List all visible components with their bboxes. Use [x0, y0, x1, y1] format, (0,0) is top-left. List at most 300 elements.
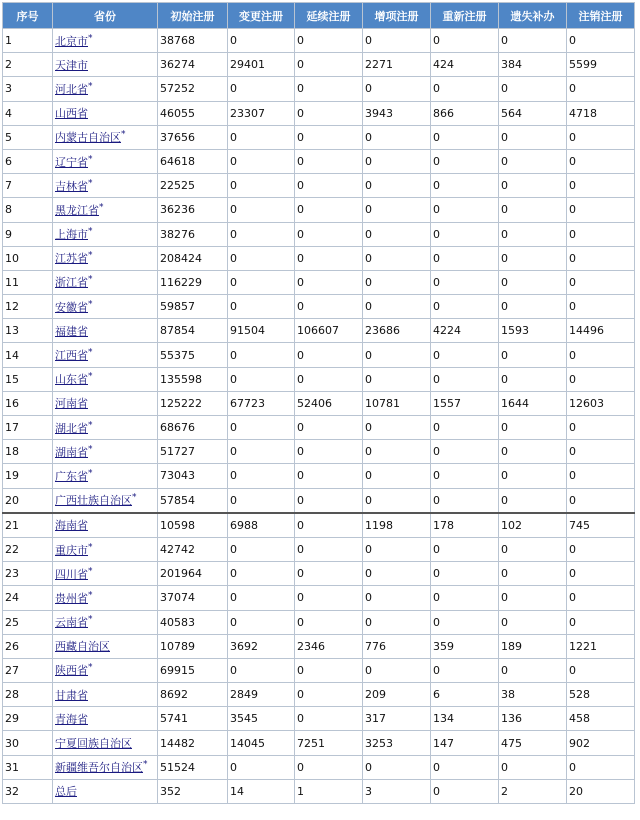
row-number: 17: [3, 416, 53, 440]
value-cell: 0: [431, 367, 499, 391]
province-cell: [53, 246, 158, 270]
value-cell: 0: [499, 755, 567, 779]
table-row: [3, 53, 635, 77]
province-cell: [53, 440, 158, 464]
table-row: [3, 174, 635, 198]
row-number: 30: [3, 731, 53, 755]
value-cell: 0: [363, 416, 431, 440]
province-link[interactable]: 山东省: [55, 373, 88, 387]
value-cell: 0: [431, 343, 499, 367]
province-cell: [53, 53, 158, 77]
star-mark: *: [121, 129, 126, 140]
province-cell: [53, 29, 158, 53]
value-cell: 38: [499, 683, 567, 707]
registration-table-container: [2, 2, 635, 804]
province-cell: [53, 367, 158, 391]
value-cell: 0: [295, 464, 363, 488]
value-cell: 14482: [158, 731, 228, 755]
province-cell: [53, 779, 158, 803]
province-cell: [53, 488, 158, 513]
star-mark: *: [143, 759, 148, 770]
value-cell: 0: [499, 537, 567, 561]
value-cell: 178: [431, 513, 499, 538]
value-cell: 0: [228, 464, 295, 488]
value-cell: 0: [228, 586, 295, 610]
value-cell: 20: [567, 779, 635, 803]
value-cell: 0: [228, 246, 295, 270]
value-cell: 0: [228, 222, 295, 246]
value-cell: 0: [295, 149, 363, 173]
value-cell: 745: [567, 513, 635, 538]
value-cell: 0: [295, 198, 363, 222]
star-mark: *: [88, 274, 93, 285]
table-row: [3, 29, 635, 53]
row-number: 4: [3, 101, 53, 125]
value-cell: 2271: [363, 53, 431, 77]
value-cell: 0: [295, 125, 363, 149]
value-cell: 0: [499, 416, 567, 440]
value-cell: 10598: [158, 513, 228, 538]
value-cell: 14045: [228, 731, 295, 755]
value-cell: 0: [431, 149, 499, 173]
value-cell: 0: [228, 610, 295, 634]
value-cell: 0: [567, 658, 635, 682]
province-link[interactable]: 总后: [55, 785, 77, 799]
value-cell: 0: [363, 149, 431, 173]
value-cell: 0: [567, 537, 635, 561]
star-mark: *: [88, 81, 93, 92]
value-cell: 0: [295, 53, 363, 77]
province-cell: [53, 634, 158, 658]
value-cell: 0: [499, 586, 567, 610]
table-row: [3, 149, 635, 173]
value-cell: 0: [295, 343, 363, 367]
value-cell: 0: [499, 658, 567, 682]
value-cell: 0: [228, 295, 295, 319]
value-cell: 352: [158, 779, 228, 803]
row-number: 16: [3, 391, 53, 415]
value-cell: 458: [567, 707, 635, 731]
table-row: [3, 440, 635, 464]
value-cell: 0: [567, 440, 635, 464]
province-link[interactable]: 吉林省: [55, 179, 88, 193]
value-cell: 0: [431, 125, 499, 149]
value-cell: 0: [295, 440, 363, 464]
value-cell: 0: [499, 125, 567, 149]
province-link[interactable]: 甘肃省: [55, 688, 88, 702]
value-cell: 0: [363, 537, 431, 561]
value-cell: 6988: [228, 513, 295, 538]
table-row: [3, 343, 635, 367]
value-cell: 0: [295, 270, 363, 294]
value-cell: 0: [363, 343, 431, 367]
province-cell: [53, 295, 158, 319]
value-cell: 0: [567, 125, 635, 149]
value-cell: 0: [295, 29, 363, 53]
value-cell: 0: [228, 270, 295, 294]
table-row: [3, 610, 635, 634]
value-cell: 0: [567, 174, 635, 198]
table-row: [3, 222, 635, 246]
value-cell: 36236: [158, 198, 228, 222]
value-cell: 8692: [158, 683, 228, 707]
value-cell: 0: [363, 222, 431, 246]
province-link[interactable]: 四川省: [55, 567, 88, 581]
value-cell: 0: [431, 779, 499, 803]
value-cell: 12603: [567, 391, 635, 415]
table-row: [3, 755, 635, 779]
value-cell: 57854: [158, 488, 228, 513]
value-cell: 0: [499, 343, 567, 367]
province-link[interactable]: 黑龙江省: [55, 203, 99, 217]
value-cell: 5599: [567, 53, 635, 77]
province-link[interactable]: 福建省: [55, 324, 88, 338]
province-link[interactable]: 湖南省: [55, 445, 88, 459]
row-number: 24: [3, 586, 53, 610]
table-row: [3, 391, 635, 415]
value-cell: 0: [567, 198, 635, 222]
value-cell: 14496: [567, 319, 635, 343]
value-cell: 0: [567, 464, 635, 488]
star-mark: *: [88, 444, 93, 455]
table-row: [3, 367, 635, 391]
registration-table: [2, 2, 635, 804]
value-cell: 0: [295, 537, 363, 561]
province-link[interactable]: 上海市: [55, 228, 88, 242]
value-cell: 0: [499, 270, 567, 294]
star-mark: *: [88, 541, 93, 552]
value-cell: 52406: [295, 391, 363, 415]
value-cell: 0: [431, 658, 499, 682]
value-cell: 91504: [228, 319, 295, 343]
province-link[interactable]: 陕西省: [55, 664, 88, 678]
value-cell: 0: [295, 101, 363, 125]
row-number: 15: [3, 367, 53, 391]
value-cell: 1644: [499, 391, 567, 415]
value-cell: 359: [431, 634, 499, 658]
value-cell: 0: [295, 755, 363, 779]
row-number: 3: [3, 77, 53, 101]
value-cell: 36274: [158, 53, 228, 77]
province-link[interactable]: 海南省: [55, 519, 88, 533]
column-header[interactable]: 延续注册: [295, 3, 363, 29]
row-number: 11: [3, 270, 53, 294]
star-mark: *: [88, 178, 93, 189]
value-cell: 6: [431, 683, 499, 707]
value-cell: 0: [295, 367, 363, 391]
star-mark: *: [88, 226, 93, 237]
star-mark: *: [88, 153, 93, 164]
province-link[interactable]: 安徽省: [55, 300, 88, 314]
table-row: [3, 562, 635, 586]
row-number: 31: [3, 755, 53, 779]
row-number: 9: [3, 222, 53, 246]
value-cell: 0: [295, 77, 363, 101]
value-cell: 0: [431, 755, 499, 779]
row-number: 27: [3, 658, 53, 682]
province-cell: [53, 101, 158, 125]
value-cell: 87854: [158, 319, 228, 343]
star-mark: *: [88, 468, 93, 479]
row-number: 8: [3, 198, 53, 222]
province-link[interactable]: 河南省: [55, 397, 88, 411]
province-link[interactable]: 河北省: [55, 82, 88, 96]
value-cell: 0: [431, 174, 499, 198]
value-cell: 776: [363, 634, 431, 658]
value-cell: 0: [567, 562, 635, 586]
value-cell: 0: [431, 610, 499, 634]
table-row: [3, 101, 635, 125]
value-cell: 46055: [158, 101, 228, 125]
province-link[interactable]: 浙江省: [55, 276, 88, 290]
row-number: 7: [3, 174, 53, 198]
row-number: 18: [3, 440, 53, 464]
value-cell: 51727: [158, 440, 228, 464]
province-link[interactable]: 广东省: [55, 469, 88, 483]
row-number: 23: [3, 562, 53, 586]
value-cell: 0: [363, 488, 431, 513]
value-cell: 0: [228, 343, 295, 367]
value-cell: 0: [567, 77, 635, 101]
value-cell: 0: [295, 513, 363, 538]
value-cell: 136: [499, 707, 567, 731]
table-row: [3, 246, 635, 270]
value-cell: 1557: [431, 391, 499, 415]
value-cell: 1: [295, 779, 363, 803]
value-cell: 68676: [158, 416, 228, 440]
value-cell: 0: [499, 295, 567, 319]
value-cell: 38768: [158, 29, 228, 53]
province-cell: [53, 174, 158, 198]
province-link[interactable]: 贵州省: [55, 591, 88, 605]
table-header-row: [3, 3, 635, 29]
value-cell: 0: [431, 29, 499, 53]
value-cell: 0: [228, 367, 295, 391]
province-cell: [53, 198, 158, 222]
star-mark: *: [88, 590, 93, 601]
row-number: 26: [3, 634, 53, 658]
province-link[interactable]: 内蒙古自治区: [55, 131, 121, 145]
value-cell: 0: [431, 295, 499, 319]
province-cell: [53, 319, 158, 343]
value-cell: 866: [431, 101, 499, 125]
table-body: [3, 29, 635, 804]
value-cell: 5741: [158, 707, 228, 731]
value-cell: 1198: [363, 513, 431, 538]
value-cell: 0: [228, 29, 295, 53]
column-header[interactable]: 增项注册: [363, 3, 431, 29]
star-mark: *: [88, 347, 93, 358]
value-cell: 0: [363, 198, 431, 222]
value-cell: 0: [431, 488, 499, 513]
star-mark: *: [88, 371, 93, 382]
table-row: [3, 488, 635, 513]
value-cell: 0: [567, 149, 635, 173]
value-cell: 106607: [295, 319, 363, 343]
value-cell: 0: [431, 586, 499, 610]
value-cell: 0: [431, 198, 499, 222]
value-cell: 0: [499, 149, 567, 173]
value-cell: 37656: [158, 125, 228, 149]
star-mark: *: [88, 299, 93, 309]
province-cell: [53, 125, 158, 149]
row-number: 28: [3, 683, 53, 707]
value-cell: 38276: [158, 222, 228, 246]
province-cell: [53, 707, 158, 731]
value-cell: 0: [363, 440, 431, 464]
province-link[interactable]: 江苏省: [55, 252, 88, 266]
value-cell: 0: [567, 295, 635, 319]
star-mark: *: [88, 662, 93, 673]
row-number: 12: [3, 295, 53, 319]
value-cell: 57252: [158, 77, 228, 101]
table-row: [3, 731, 635, 755]
value-cell: 528: [567, 683, 635, 707]
value-cell: 102: [499, 513, 567, 538]
value-cell: 67723: [228, 391, 295, 415]
star-mark: *: [88, 32, 93, 43]
row-number: 1: [3, 29, 53, 53]
value-cell: 0: [295, 658, 363, 682]
table-row: [3, 683, 635, 707]
row-number: 25: [3, 610, 53, 634]
column-header[interactable]: 注销注册: [567, 3, 635, 29]
province-link[interactable]: 辽宁省: [55, 155, 88, 169]
value-cell: 0: [499, 246, 567, 270]
province-link[interactable]: 宁夏回族自治区: [55, 737, 132, 751]
value-cell: 3545: [228, 707, 295, 731]
value-cell: 0: [431, 440, 499, 464]
column-header[interactable]: 遗失补办: [499, 3, 567, 29]
row-number: 19: [3, 464, 53, 488]
value-cell: 0: [431, 270, 499, 294]
province-cell: [53, 562, 158, 586]
province-link[interactable]: 青海省: [55, 712, 88, 726]
value-cell: 0: [228, 198, 295, 222]
value-cell: 209: [363, 683, 431, 707]
value-cell: 134: [431, 707, 499, 731]
value-cell: 0: [431, 562, 499, 586]
value-cell: 0: [567, 270, 635, 294]
value-cell: 0: [295, 416, 363, 440]
province-cell: [53, 222, 158, 246]
value-cell: 37074: [158, 586, 228, 610]
column-header[interactable]: 省份: [53, 3, 158, 29]
province-link[interactable]: 西藏自治区: [55, 640, 110, 654]
province-link[interactable]: 重庆市: [55, 543, 88, 557]
value-cell: 0: [499, 464, 567, 488]
province-link[interactable]: 新疆维吾尔自治区: [55, 761, 143, 775]
value-cell: 902: [567, 731, 635, 755]
province-cell: [53, 464, 158, 488]
column-header[interactable]: 初始注册: [158, 3, 228, 29]
value-cell: 0: [431, 537, 499, 561]
value-cell: 0: [567, 488, 635, 513]
province-link[interactable]: 江西省: [55, 349, 88, 363]
value-cell: 0: [431, 464, 499, 488]
value-cell: 0: [228, 77, 295, 101]
value-cell: 0: [567, 610, 635, 634]
row-number: 14: [3, 343, 53, 367]
value-cell: 424: [431, 53, 499, 77]
value-cell: 0: [295, 246, 363, 270]
value-cell: 23307: [228, 101, 295, 125]
value-cell: 0: [499, 77, 567, 101]
value-cell: 201964: [158, 562, 228, 586]
value-cell: 2346: [295, 634, 363, 658]
value-cell: 0: [363, 174, 431, 198]
value-cell: 59857: [158, 295, 228, 319]
value-cell: 0: [295, 174, 363, 198]
value-cell: 0: [499, 440, 567, 464]
star-mark: *: [88, 419, 93, 430]
row-number: 32: [3, 779, 53, 803]
value-cell: 51524: [158, 755, 228, 779]
value-cell: 4224: [431, 319, 499, 343]
province-cell: [53, 416, 158, 440]
row-number: 10: [3, 246, 53, 270]
value-cell: 0: [567, 29, 635, 53]
row-number: 29: [3, 707, 53, 731]
province-link[interactable]: 北京市: [55, 34, 88, 48]
value-cell: 317: [363, 707, 431, 731]
value-cell: 0: [567, 222, 635, 246]
value-cell: 42742: [158, 537, 228, 561]
province-cell: [53, 77, 158, 101]
value-cell: 0: [363, 464, 431, 488]
province-cell: [53, 683, 158, 707]
table-row: [3, 537, 635, 561]
province-link[interactable]: 云南省: [55, 616, 88, 630]
province-cell: [53, 755, 158, 779]
value-cell: 0: [499, 367, 567, 391]
column-header[interactable]: 重新注册: [431, 3, 499, 29]
table-row: [3, 77, 635, 101]
province-cell: [53, 586, 158, 610]
province-cell: [53, 731, 158, 755]
value-cell: 0: [363, 562, 431, 586]
star-mark: *: [132, 492, 137, 503]
value-cell: 55375: [158, 343, 228, 367]
value-cell: 3692: [228, 634, 295, 658]
province-cell: [53, 270, 158, 294]
value-cell: 0: [499, 562, 567, 586]
value-cell: 0: [363, 755, 431, 779]
value-cell: 564: [499, 101, 567, 125]
star-mark: *: [99, 202, 104, 213]
column-header[interactable]: 序号: [3, 3, 53, 29]
table-row: [3, 586, 635, 610]
value-cell: 1593: [499, 319, 567, 343]
value-cell: 10781: [363, 391, 431, 415]
province-link[interactable]: 山西省: [55, 107, 88, 121]
column-header[interactable]: 变更注册: [228, 3, 295, 29]
table-row: [3, 779, 635, 803]
province-link[interactable]: 广西壮族自治区: [55, 494, 132, 508]
value-cell: 208424: [158, 246, 228, 270]
value-cell: 0: [499, 488, 567, 513]
table-row: [3, 198, 635, 222]
value-cell: 0: [363, 610, 431, 634]
value-cell: 0: [363, 658, 431, 682]
value-cell: 0: [228, 149, 295, 173]
province-link[interactable]: 天津市: [55, 58, 88, 72]
value-cell: 0: [431, 416, 499, 440]
value-cell: 3: [363, 779, 431, 803]
province-link[interactable]: 湖北省: [55, 421, 88, 435]
value-cell: 0: [363, 367, 431, 391]
province-cell: [53, 513, 158, 538]
